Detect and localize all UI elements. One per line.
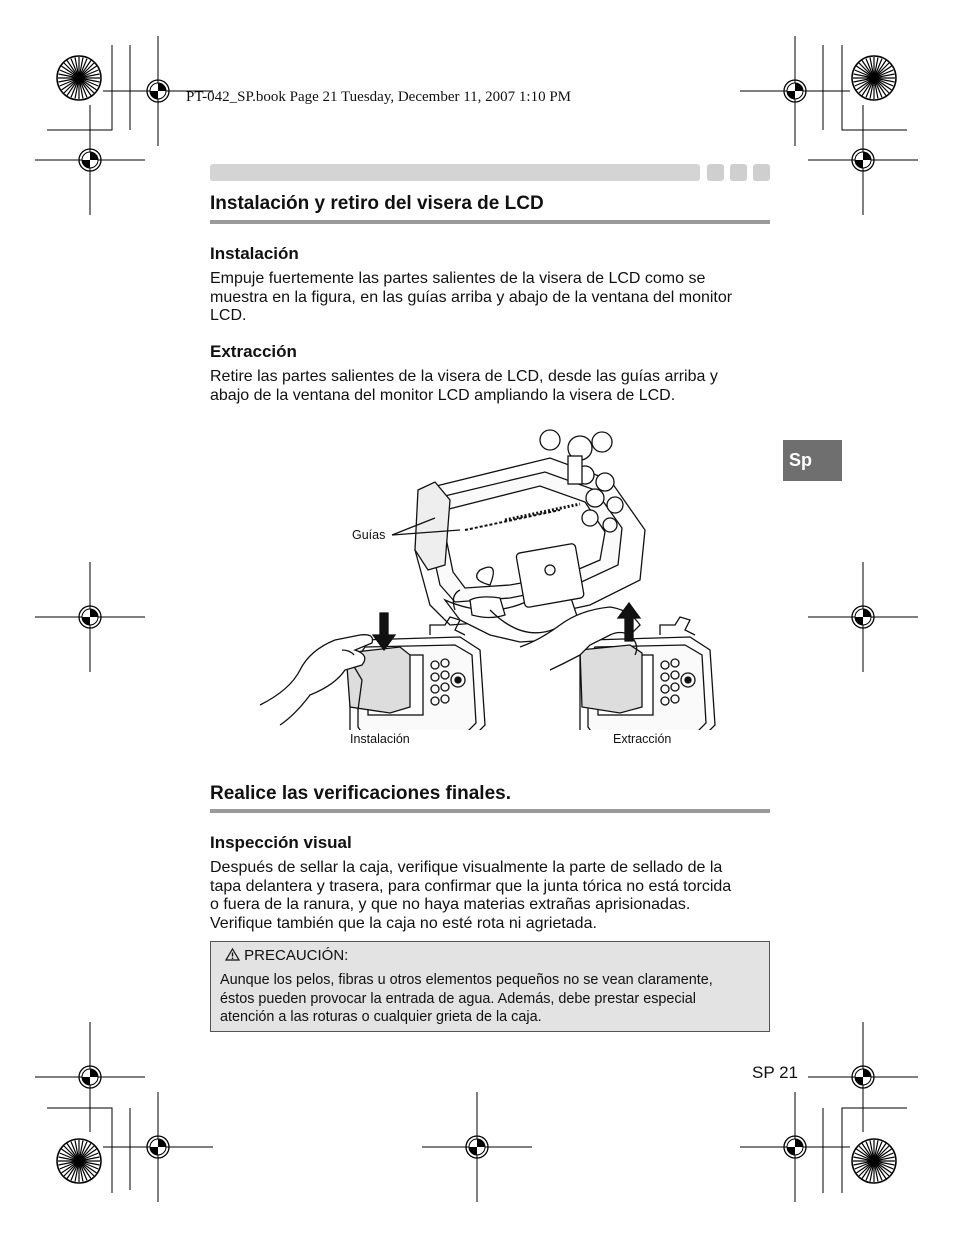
install-heading: Instalación <box>210 244 299 263</box>
remove-heading: Extracción <box>210 342 297 361</box>
section-bar-square <box>730 164 747 181</box>
caution-title <box>225 947 348 964</box>
caution-title-text: PRECAUCIÓN: <box>244 947 349 964</box>
inspection-heading: Inspección visual <box>210 833 352 852</box>
section-title-final-checks: Realice las verificaciones finales. <box>210 783 512 804</box>
caution-box <box>210 941 770 1032</box>
language-tab: Sp <box>783 440 842 481</box>
book-header-info: PT-042_SP.book Page 21 Tuesday, December 11, 2007 1:10 PM <box>186 89 572 105</box>
remove-figure-label: Extracción <box>613 732 672 746</box>
install-figure-label: Instalación <box>350 732 410 746</box>
section-title-lcd-hood: Instalación y retiro del visera de LCD <box>210 193 544 214</box>
section-top-bar <box>210 164 700 181</box>
section-bar-square <box>707 164 724 181</box>
caution-text: Aunque los pelos, fibras u otros elementos pequeños no se vean claramente, éstos pueden provocar la entrada de agua. Además, debe prestar especial atención a las roturas o cualquier grieta de la caja. <box>220 972 713 1025</box>
remove-paragraph: Retire las partes salientes de la visera de LCD, desde las guías arriba y abajo de la ventana del monitor LCD ampliando la visera de LCD. <box>210 368 718 404</box>
page-number: SP 21 <box>752 1063 799 1082</box>
lcd-hood-illustration <box>250 420 730 730</box>
section-rule <box>210 220 770 224</box>
guides-label: Guías <box>352 528 386 542</box>
section-bar-square <box>753 164 770 181</box>
inspection-paragraph: Después de sellar la caja, verifique visualmente la parte de sellado de la tapa delantera y trasera, para confirmar que la junta tórica no está torcida o fuera de la ranura, y que no haya materias extrañas aprisionadas. Verifique también que la caja no esté rota ni agrietada. <box>210 859 732 932</box>
install-paragraph: Empuje fuertemente las partes salientes de la visera de LCD como se muestra en la figura, en las guías arriba y abajo de la ventana del monitor LCD. <box>210 270 733 324</box>
section-rule <box>210 809 770 813</box>
warning-triangle-icon <box>225 948 240 961</box>
